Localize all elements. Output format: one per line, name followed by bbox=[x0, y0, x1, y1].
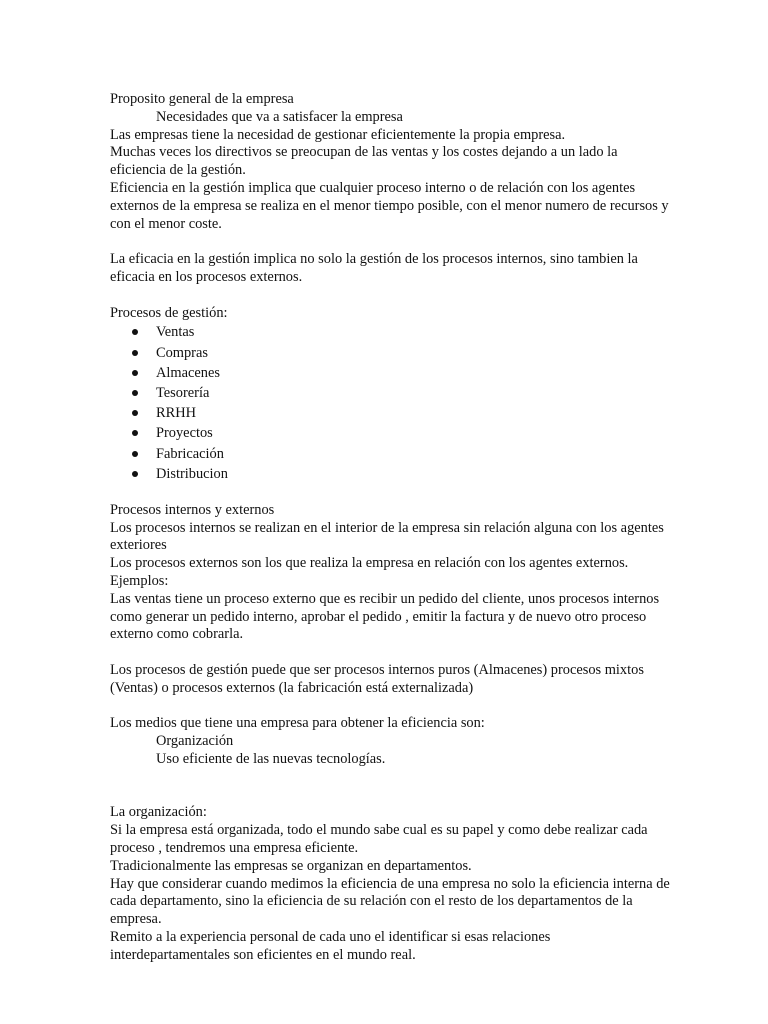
bullet-icon bbox=[132, 370, 138, 376]
procesos-heading: Procesos de gestión: bbox=[110, 304, 228, 321]
intro-paragraph-2: Muchas veces los directivos se preocupan de las ventas y los costes dejando a un lado la eficiencia de la gestión. bbox=[110, 144, 618, 179]
organizacion-heading: La organización: bbox=[110, 804, 207, 821]
medios-heading: Los medios que tiene una empresa para obtener la eficiencia son: bbox=[110, 715, 485, 732]
bullet-icon bbox=[132, 390, 138, 396]
blank-line bbox=[110, 484, 670, 502]
organizacion-paragraph-4: Remito a la experiencia personal de cada uno el identificar si esas relaciones interdepartamentales son eficientes en el mundo real. bbox=[110, 928, 551, 963]
intro-paragraph-1: Las empresas tiene la necesidad de gestionar eficientemente la propia empresa. bbox=[110, 126, 566, 143]
organizacion-paragraph-3: Hay que considerar cuando medimos la eficiencia de una empresa no solo la eficiencia interna de cada departamento, sino la eficiencia de su relación con el resto de los departamentos de la empresa. bbox=[110, 875, 670, 928]
blank-line bbox=[110, 287, 670, 305]
internos-externos-heading: Procesos internos y externos bbox=[110, 501, 275, 518]
list-item: Tesorería bbox=[110, 383, 670, 403]
bullet-icon bbox=[132, 451, 138, 457]
blank-line bbox=[110, 644, 670, 662]
list-item: Ventas bbox=[110, 322, 670, 342]
organizacion-paragraph-2: Tradicionalmente las empresas se organizan en departamentos. bbox=[110, 857, 472, 874]
medios-item-tecnologias: Uso eficiente de las nuevas tecnologías. bbox=[156, 750, 386, 767]
blank-line bbox=[110, 787, 670, 805]
document-body bbox=[110, 91, 670, 965]
list-item: Distribucion bbox=[110, 464, 670, 484]
blank-line bbox=[110, 769, 670, 787]
list-item: Fabricación bbox=[110, 444, 670, 464]
externos-paragraph: Los procesos externos son los que realiza la empresa en relación con los agentes externos. bbox=[110, 555, 629, 572]
document-subtitle: Necesidades que va a satisfacer la empresa bbox=[156, 108, 403, 125]
bullet-icon bbox=[132, 430, 138, 436]
bullet-icon bbox=[132, 329, 138, 335]
bullet-icon bbox=[132, 410, 138, 416]
procesos-list bbox=[110, 322, 670, 484]
intro-paragraph-3: Eficiencia en la gestión implica que cualquier proceso interno o de relación con los agentes externos de la empresa se realiza en el menor tiempo posible, con el menor numero de recursos y con el menor coste. bbox=[110, 179, 669, 232]
bullet-icon bbox=[132, 471, 138, 477]
internos-paragraph: Los procesos internos se realizan en el interior de la empresa sin relación alguna con los agentes exteriores bbox=[110, 519, 664, 554]
document-title: Proposito general de la empresa bbox=[110, 91, 294, 107]
organizacion-paragraph-1: Si la empresa está organizada, todo el mundo sabe cual es su papel y como debe realizar cada proceso , tendremos una empresa eficiente. bbox=[110, 822, 648, 856]
ejemplos-label: Ejemplos: bbox=[110, 572, 169, 589]
list-item: Proyectos bbox=[110, 423, 670, 443]
blank-line bbox=[110, 698, 670, 716]
blank-line bbox=[110, 233, 670, 251]
eficacia-paragraph: La eficacia en la gestión implica no solo la gestión de los procesos internos, sino tambien la eficacia en los procesos externos. bbox=[110, 251, 638, 285]
list-item: Almacenes bbox=[110, 363, 670, 383]
bullet-icon bbox=[132, 350, 138, 356]
ejemplos-paragraph: Las ventas tiene un proceso externo que es recibir un pedido del cliente, unos procesos internos como generar un pedido interno, aprobar el pedido , emitir la factura y de nuevo otro proceso externo como cobrarla. bbox=[110, 590, 660, 643]
list-item: RRHH bbox=[110, 403, 670, 423]
list-item: Compras bbox=[110, 343, 670, 363]
medios-item-organizacion: Organización bbox=[156, 733, 234, 750]
mixtos-paragraph: Los procesos de gestión puede que ser procesos internos puros (Almacenes) procesos mixtos (Ventas) o procesos externos (la fabricación está externalizada) bbox=[110, 661, 644, 696]
